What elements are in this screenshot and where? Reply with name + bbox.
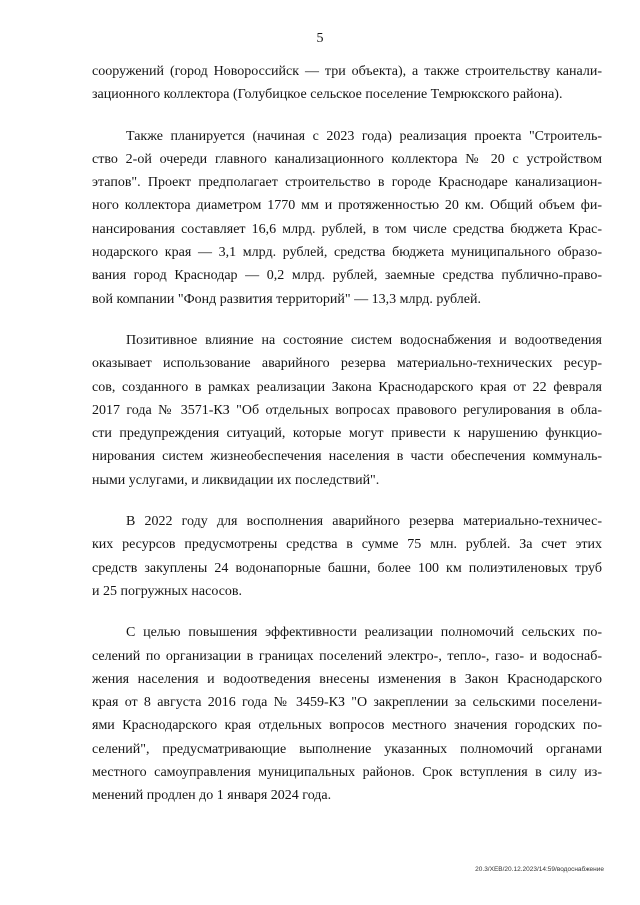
text-line: вания город Краснодар — 0,2 млрд. рублей, заемные средства публично-право-: [92, 268, 602, 284]
footer-stamp: 20.3/ХЕВ/20.12.2023/14:59/водоснабжение: [475, 866, 604, 873]
text-line: сов, созданного в рамках реализации Закона Краснодарского края от 22 февраля: [92, 379, 602, 395]
text-line: сти предупреждения ситуаций, которые могут привести к нарушению функцио-: [92, 426, 602, 442]
text-line: нансирования составляет 16,6 млрд. рублей, в том числе средства бюджета Крас-: [92, 221, 602, 237]
text-line: селений по организации в границах поселений электро-, тепло-, газо- и водоснаб-: [92, 648, 602, 664]
text-line: и 25 погружных насосов.: [92, 583, 243, 599]
text-line: ких ресурсов предусмотрены средства в сумме 75 млн. рублей. За счет этих: [92, 537, 602, 553]
text-line: В 2022 году для восполнения аварийного резерва материально-техничес-: [126, 514, 602, 530]
text-line: средств закуплены 24 водонапорные башни, более 100 км полиэтиленовых труб: [92, 560, 602, 576]
paragraph: [92, 329, 602, 492]
text-line: вой компании "Фонд развития территорий" — 13,3 млрд. рублей.: [92, 291, 481, 307]
page-number: 5: [316, 31, 324, 46]
text-line: сооружений (город Новороссийск — три объекта), а также строительству канали-: [92, 64, 602, 79]
text-line: нодарского края — 3,1 млрд. рублей, средства бюджета муниципального образо-: [92, 245, 602, 261]
text-line: менений продлен до 1 января 2024 года.: [92, 788, 332, 804]
text-line: местного самоуправления муниципальных районов. Срок вступления в силу из-: [92, 765, 602, 781]
text-line: этапов". Проект предполагает строительство в городе Краснодаре канализацион-: [92, 175, 602, 191]
text-line: селений", предусматривающие выполнение указанных полномочий органами: [92, 741, 602, 757]
text-line: ство 2-ой очереди главного канализационного коллектора № 20 с устройством: [92, 151, 602, 167]
text-line: жения населения и водоотведения внесены изменения в Закон Краснодарского: [92, 671, 602, 687]
paragraph: [92, 510, 602, 603]
paragraph: [92, 125, 602, 311]
paragraph: [92, 60, 602, 107]
text-line: зационного коллектора (Голубицкое сельское поселение Темрюкского района).: [92, 87, 563, 103]
text-line: края от 8 августа 2016 года № 3459-КЗ "О закреплении за сельскими поселени-: [92, 695, 602, 711]
text-line: ного коллектора диаметром 1770 мм и протяженностью 20 км. Общий объем фи-: [92, 198, 602, 214]
paragraph: [92, 621, 602, 807]
text-line: ями Краснодарского края отдельных вопросов местного значения городских по-: [92, 718, 602, 734]
text-line: 2017 года № 3571-КЗ "Об отдельных вопросах правового регулирования в обла-: [92, 402, 602, 418]
text-line: Позитивное влияние на состояние систем водоснабжения и водоотведения: [126, 332, 602, 348]
text-line: С целью повышения эффективности реализации полномочий сельских по-: [126, 625, 602, 641]
text-line: нирования систем жизнеобеспечения населения в части обеспечения коммуналь-: [92, 449, 602, 465]
text-line: оказывает использование аварийного резерва материально-технических ресур-: [92, 356, 602, 372]
document-body: [92, 60, 602, 808]
text-line: ными услугами, и ликвидации их последствий".: [92, 472, 380, 488]
text-line: Также планируется (начиная с 2023 года) реализация проекта "Строитель-: [126, 128, 602, 144]
